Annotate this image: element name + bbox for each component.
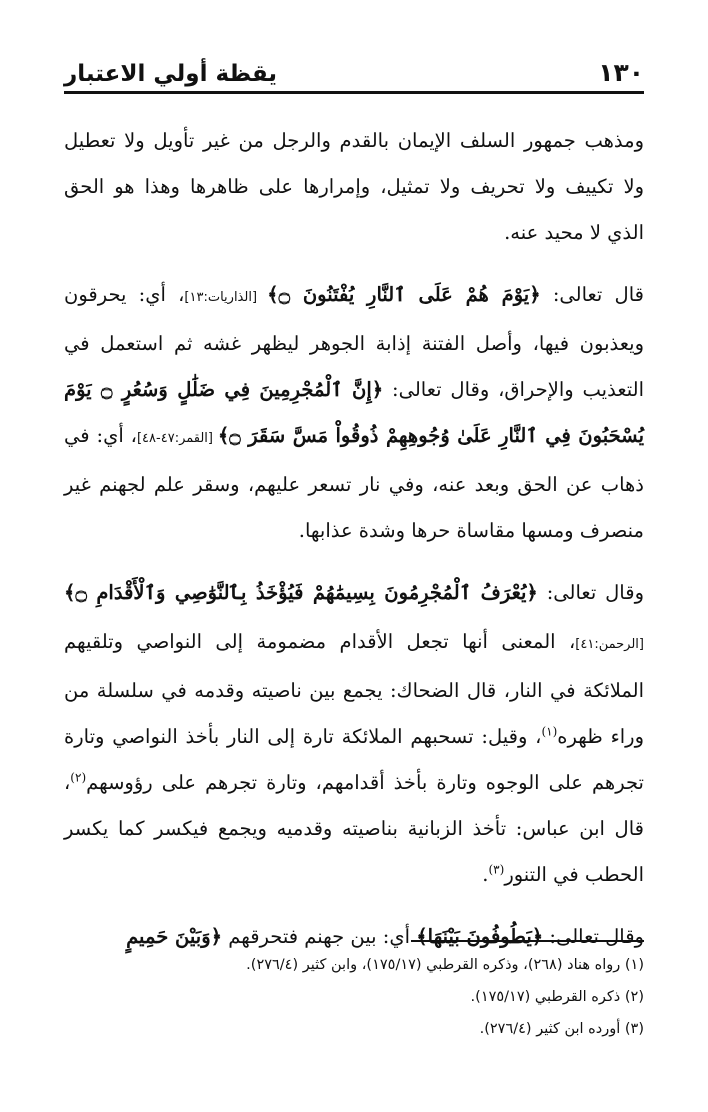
paragraph-text: . (482, 863, 489, 886)
paragraph-text: ، أي: يحرقون ويعذبون فيها، وأصل الفتنة إذابة الجوهر ليظهر غشه ثم استعمل في التعذيب والإحراق، وقال تعالى: (64, 283, 644, 401)
quran-verse: ﴿يَطُوفُونَ بَيْنَهَا﴾ (416, 925, 544, 948)
page-header (64, 58, 644, 94)
verse-reference: [الذاريات:١٣] (184, 290, 268, 305)
paragraph-text: ، قال ابن عباس: تأخذ الزبانية بناصيته وقدميه ويجمع فيكسر كما يكسر الحطب في التنور (64, 771, 644, 886)
paragraph (64, 570, 644, 898)
paragraph-text: وقال تعالى: (537, 581, 644, 604)
page-body (64, 118, 644, 976)
page-number: ١٣٠ (598, 58, 644, 87)
paragraph-text: ، أي: في ذهاب عن الحق وبعد عنه، وفي نار تسعر عليهم، وسقر علم لجهنم غير منصرف ومسها مقاساة حرها وشدة عذابها. (64, 424, 644, 542)
paragraph-text: ، المعنى أنها تجعل الأقدام مضمومة إلى النواصي وتلقيهم الملائكة في النار، قال الضحاك: يجمع بين ناصيته وقدمه في سلسلة من وراء ظهره (64, 630, 644, 748)
quran-verse: ﴿يَوْمَ هُمْ عَلَى ٱلنَّارِ يُفْتَنُونَ ۝﴾ (267, 283, 541, 306)
paragraph (64, 272, 644, 554)
paragraph (64, 118, 644, 256)
running-title: يقظة أولي الاعتبار (64, 61, 278, 87)
paragraph-text: أي: بين جهنم فتحرقهم (222, 925, 417, 948)
paragraph-text: قال تعالى: (540, 283, 644, 306)
paragraph-text: ، وقيل: تسحبهم الملائكة تارة إلى النار بأخذ النواصي وتارة تجرهم على الوجوه وتارة بأخذ أقدامهم، وتارة تجرهم على رؤوسهم (64, 725, 644, 794)
paragraph-text: وقال تعالى: (543, 925, 644, 948)
footnote: (٣) أورده ابن كثير (٢٧٦/٤). (479, 1021, 644, 1037)
verse-reference: [الرحمن:٤١] (575, 637, 644, 652)
quran-verse: ﴿إِنَّ ٱلْمُجْرِمِينَ فِي ضَلَٰلٍ وَسُعُرٍ ۝ يَوْمَ يُسْحَبُونَ فِي ٱلنَّارِ عَلَىٰ وُجُوهِهِمْ ذُوقُواْ مَسَّ سَقَرَ ۝﴾ (64, 378, 644, 447)
footnote-marker: (١) (541, 724, 558, 739)
paragraph-text: ومذهب جمهور السلف الإيمان بالقدم والرجل من غير تأويل ولا تعطيل ولا تكييف ولا تحريف ولا تمثيل، وإمرارها على ظاهرها وهذا هو الحق الذي لا محيد عنه. (64, 129, 644, 244)
quran-verse: ﴿وَبَيْنَ حَمِيمٍ (126, 925, 223, 948)
footnote-marker: (٢) (70, 770, 87, 785)
footnote-separator (411, 940, 644, 942)
verse-reference: [القمر:٤٧-٤٨] (136, 431, 218, 446)
footnote: (١) رواه هناد (٢٦٨)، وذكره القرطبي (١٧٥/١٧)، وابن كثير (٢٧٦/٤). (246, 957, 644, 973)
quran-verse: ﴿يُعْرَفُ ٱلْمُجْرِمُونَ بِسِيمَٰهُمْ فَيُؤْخَذُ بِٱلنَّوَٰصِي وَٱلْأَقْدَامِ ۝﴾ (64, 581, 538, 604)
footnote: (٢) ذكره القرطبي (١٧٥/١٧). (470, 989, 644, 1005)
footnote-marker: (٣) (488, 862, 505, 877)
footnotes (64, 952, 644, 1048)
